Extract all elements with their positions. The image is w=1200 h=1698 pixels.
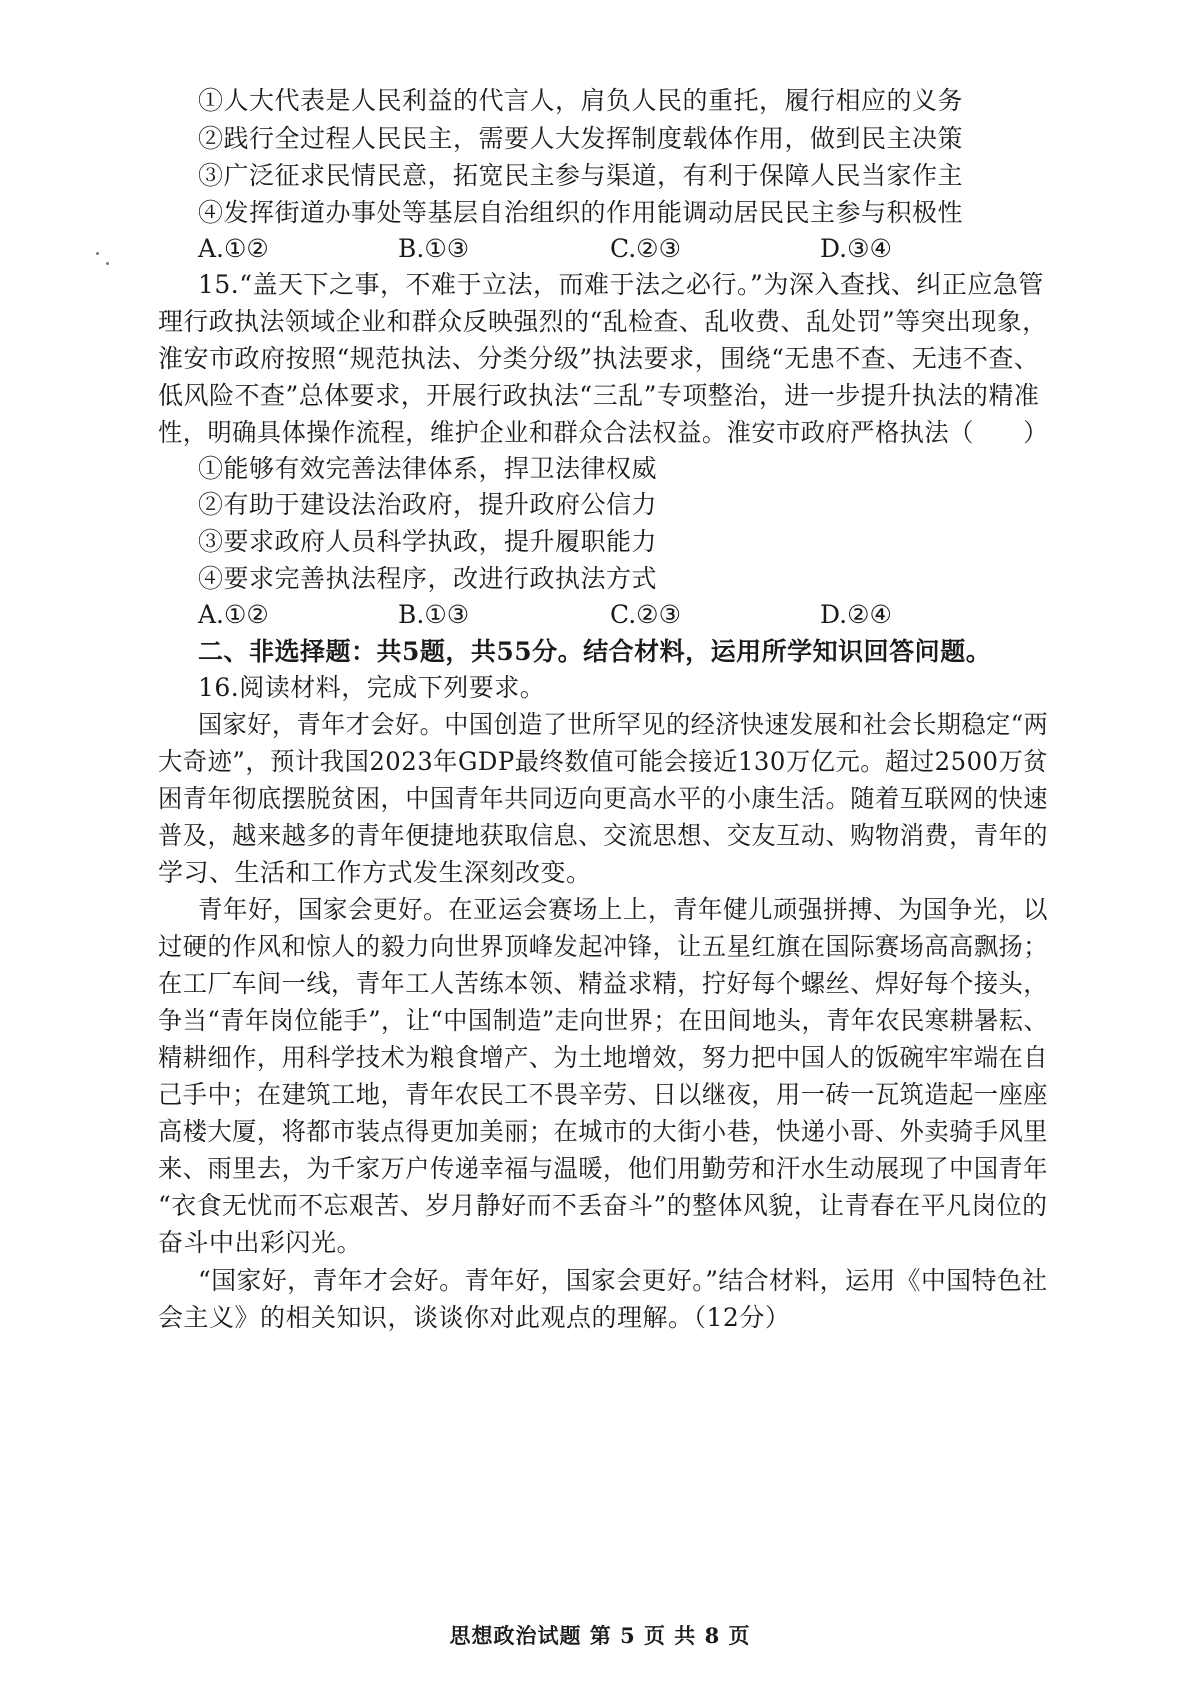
q14-choice-d: D.③④ <box>820 234 892 263</box>
q16-para2-line-4: 争当“青年岗位能手”，让“中国制造”走向世界；在田间地头，青年农民寒耕暑耘、 <box>158 1006 1049 1035</box>
q14-option-2: ②践行全过程人民民主，需要人大发挥制度载体作用，做到民主决策 <box>198 124 964 153</box>
q14-option-1: ①人大代表是人民利益的代言人，肩负人民的重托，履行相应的义务 <box>198 86 964 115</box>
q15-option-2: ②有助于建设法治政府，提升政府公信力 <box>198 490 658 519</box>
q15-option-1: ①能够有效完善法律体系，捍卫法律权威 <box>198 454 658 483</box>
q16-para1-line-3: 困青年彻底摆脱贫困，中国青年共同迈向更高水平的小康生活。随着互联网的快速 <box>158 784 1049 813</box>
q16-para2-line-9: “衣食无忧而不忘艰苦、岁月静好而不丢奋斗”的整体风貌，让青春在平凡岗位的 <box>158 1191 1048 1220</box>
q16-para2-line-2: 过硬的作风和惊人的毅力向世界顶峰发起冲锋，让五星红旗在国际赛场高高飘扬； <box>158 932 1049 961</box>
q16-para1-line-1: 国家好，青年才会好。中国创造了世所罕见的经济快速发展和社会长期稳定“两 <box>198 710 1049 739</box>
q14-choice-a: A.①② <box>198 234 269 263</box>
q16-intro: 16.阅读材料，完成下列要求。 <box>198 673 546 702</box>
q15-option-3: ③要求政府人员科学执政，提升履职能力 <box>198 527 658 556</box>
q16-para2-line-3: 在工厂车间一线，青年工人苦练本领、精益求精，拧好每个螺丝、焊好每个接头， <box>158 969 1049 998</box>
q14-option-4: ④发挥街道办事处等基层自治组织的作用能调动居民民主参与积极性 <box>198 198 964 227</box>
q15-stem-line-2: 理行政执法领域企业和群众反映强烈的“乱检查、乱收费、乱处罚”等突出现象， <box>158 307 1048 336</box>
q16-para2-line-5: 精耕细作，用科学技术为粮食增产、为土地增效，努力把中国人的饭碗牢牢端在自 <box>158 1043 1049 1072</box>
q15-stem-line-1: 15.“盖天下之事，不难于立法，而难于法之必行。”为深入查找、纠正应急管 <box>198 270 1044 299</box>
page-footer: 思想政治试题 第 5 页 共 8 页 <box>449 1623 751 1648</box>
q16-question-line-2: 会主义》的相关知识，谈谈你对此观点的理解。（12分） <box>158 1303 791 1332</box>
q15-choice-c: C.②③ <box>610 600 682 629</box>
q15-stem-line-3: 淮安市政府按照“规范执法、分类分级”执法要求，围绕“无患不查、无违不查、 <box>158 344 1040 373</box>
q15-stem-line-5: 性，明确具体操作流程，维护企业和群众合法权益。淮安市政府严格执法（ ） <box>158 418 1049 447</box>
q16-para1-line-5: 学习、生活和工作方式发生深刻改变。 <box>158 858 592 887</box>
q15-choice-d: D.②④ <box>820 600 892 629</box>
q15-option-4: ④要求完善执法程序，改进行政执法方式 <box>198 564 658 593</box>
q16-question-line-1: “国家好，青年才会好。青年好，国家会更好。”结合材料，运用《中国特色社 <box>198 1266 1048 1295</box>
q16-para2-line-8: 来、雨里去，为千家万户传递幸福与温暖，他们用勤劳和汗水生动展现了中国青年 <box>158 1154 1049 1183</box>
q15-choice-a: A.①② <box>198 600 269 629</box>
q14-option-3: ③广泛征求民情民意，拓宽民主参与渠道，有利于保障人民当家作主 <box>198 161 964 190</box>
q15-stem-line-4: 低风险不查”总体要求，开展行政执法“三乱”专项整治，进一步提升执法的精准 <box>158 381 1040 410</box>
q14-choice-c: C.②③ <box>610 234 682 263</box>
q14-choice-b: B.①③ <box>398 234 470 263</box>
section-heading: 二、非选择题：共5题，共55分。结合材料，运用所学知识回答问题。 <box>198 637 992 666</box>
q16-para2-line-6: 己手中；在建筑工地，青年农民工不畏辛劳、日以继夜，用一砖一瓦筑造起一座座 <box>158 1080 1049 1109</box>
q16-para1-line-4: 普及，越来越多的青年便捷地获取信息、交流思想、交友互动、购物消费，青年的 <box>158 821 1049 850</box>
q15-choice-b: B.①③ <box>398 600 470 629</box>
scan-speck <box>96 252 99 255</box>
q16-para1-line-2: 大奇迹”，预计我国2023年GDP最终数值可能会接近130万亿元。超过2500万贫 <box>158 747 1049 776</box>
q16-para2-line-1: 青年好，国家会更好。在亚运会赛场上上，青年健儿顽强拼搏、为国争光，以 <box>198 895 1049 924</box>
q16-para2-line-10: 奋斗中出彩闪光。 <box>158 1228 363 1257</box>
scan-speck <box>106 262 109 265</box>
q16-para2-line-7: 高楼大厦，将都市装点得更加美丽；在城市的大街小巷，快递小哥、外卖骑手风里 <box>158 1117 1049 1146</box>
